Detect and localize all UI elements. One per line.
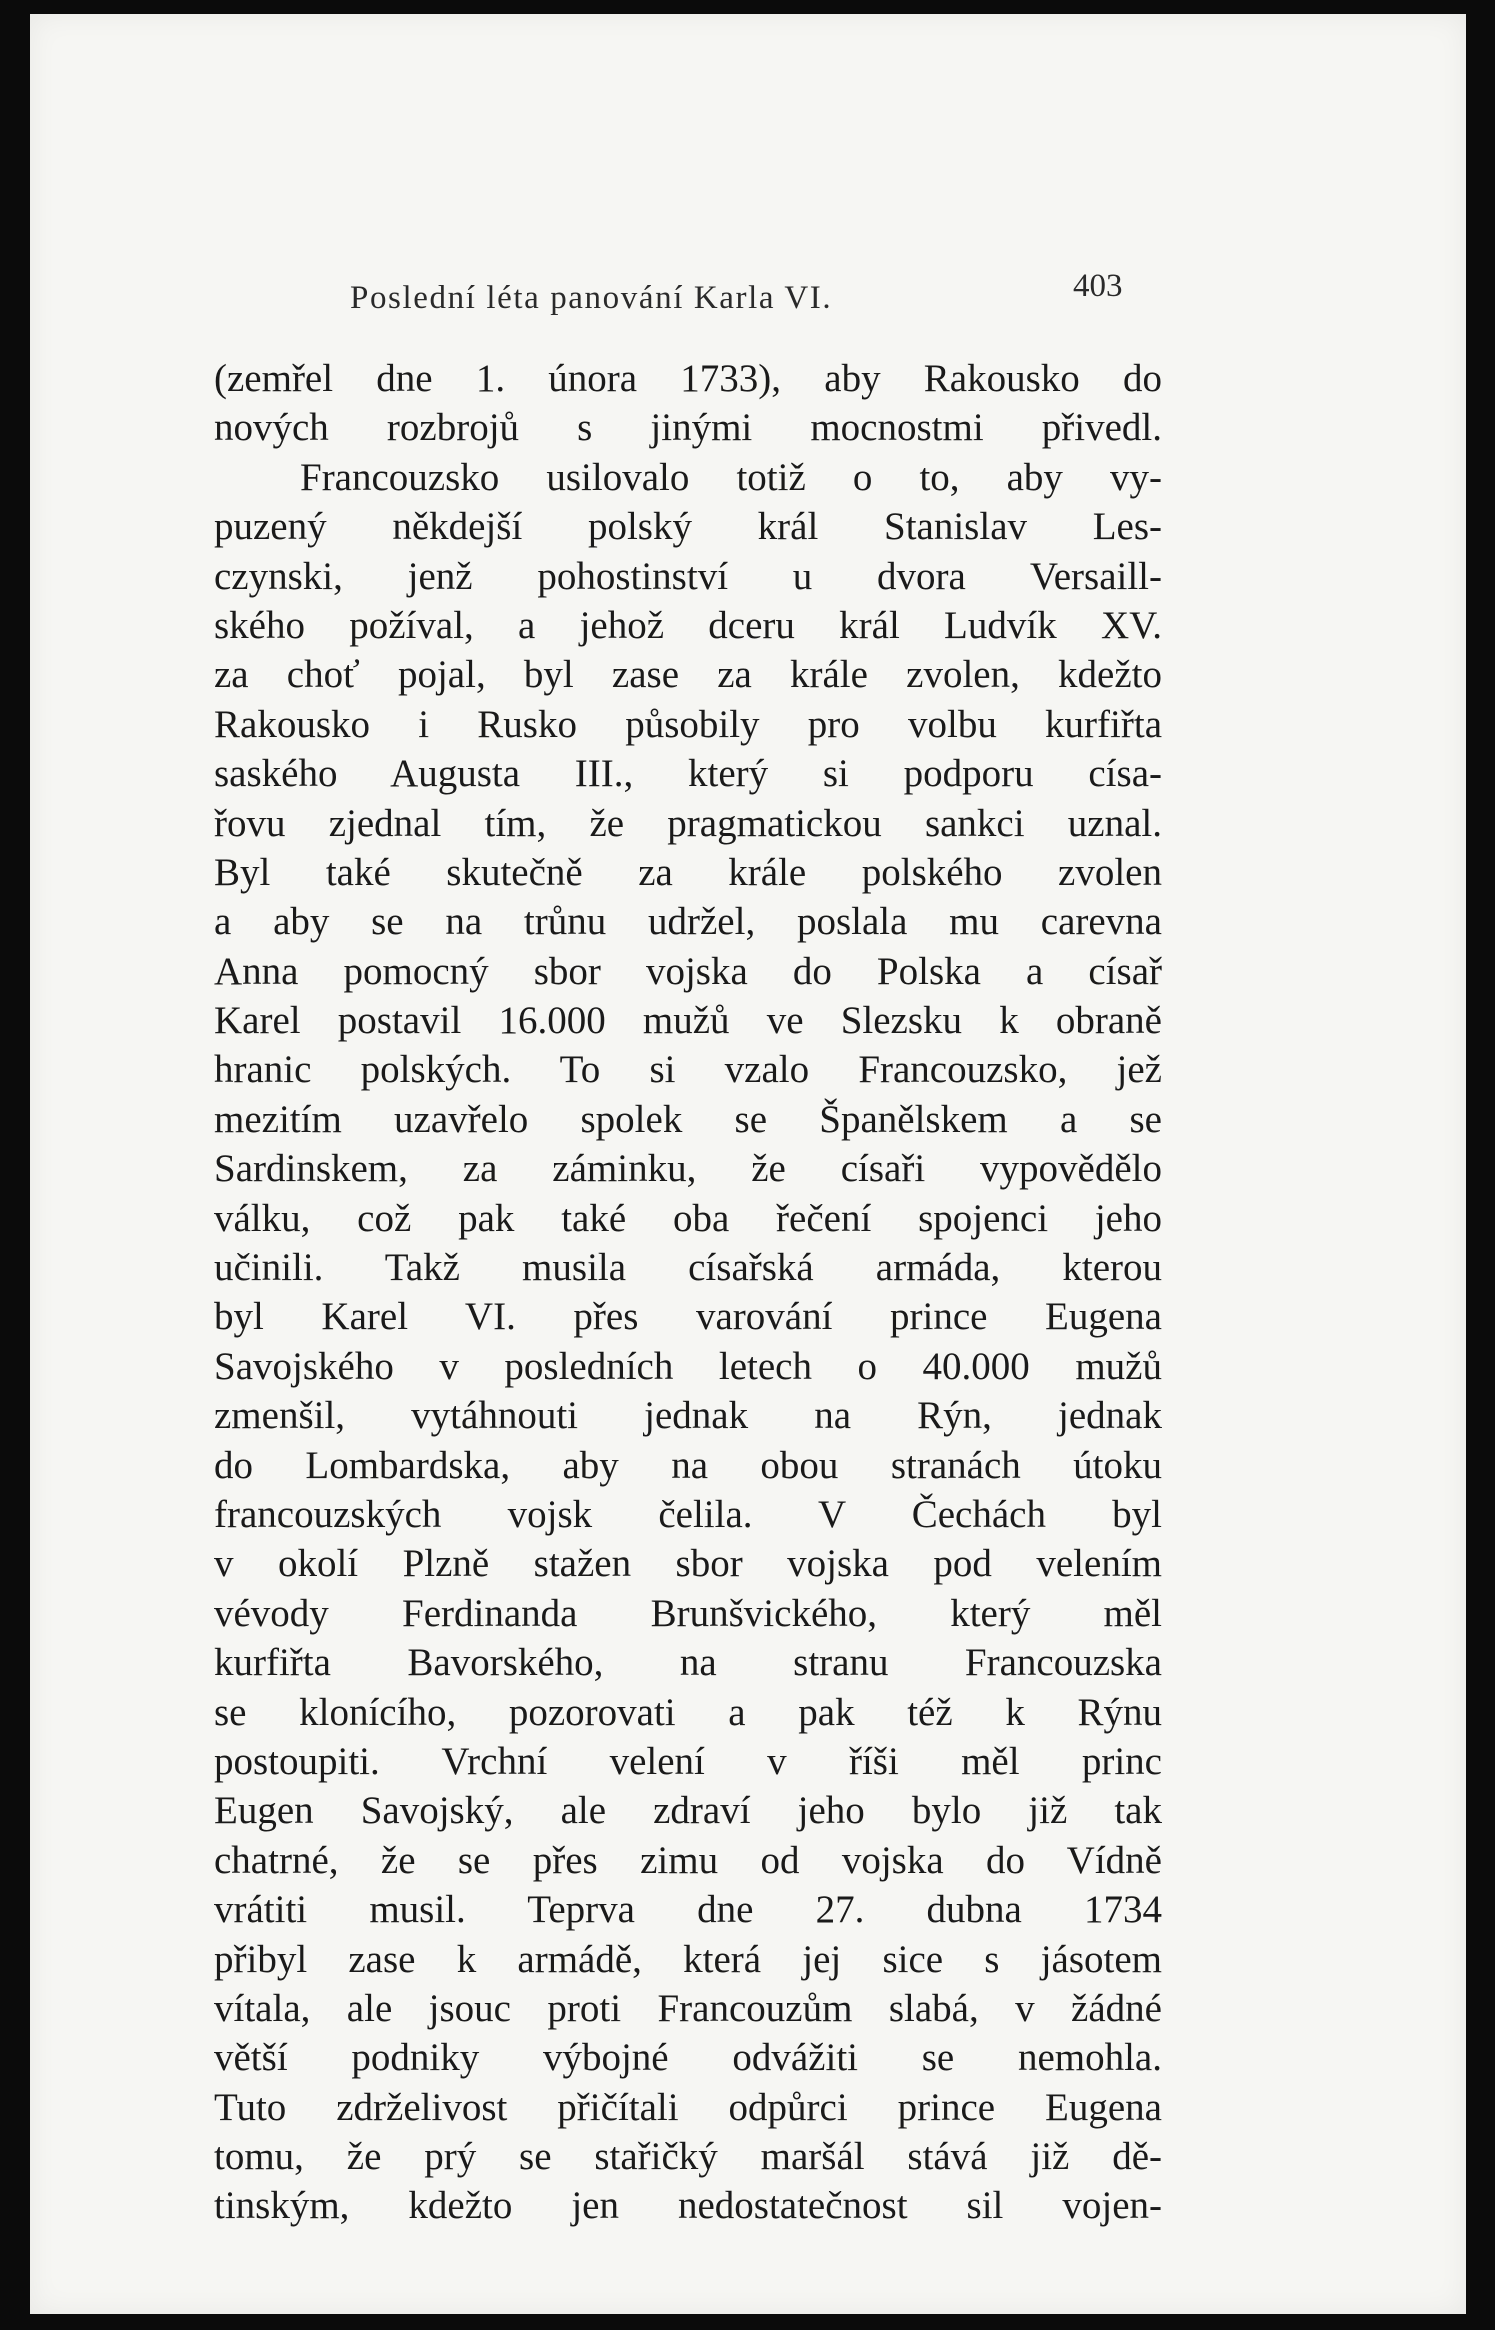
text-line: (zemřel dne 1. února 1733), aby Rakousko do [214,357,1162,400]
text-line: kurfiřta Bavorského, na stranu Francouzska [214,1641,1162,1685]
text-line: Anna pomocný sbor vojska do Polska a císař [214,949,1162,993]
text-line: Byl také skutečně za krále polského zvolen [214,850,1162,894]
text-line: tinským, kdežto jen nedostatečnost sil vojen- [214,2184,1162,2228]
text-line: větší podniky výbojné odvážiti se nemohla. [214,2036,1162,2080]
body-text [214,354,1162,2231]
text-line: tomu, že prý se stařičký maršál stává již dě- [214,2135,1162,2179]
text-line: řovu zjednal tím, že pragmatickou sankci uznal. [214,801,1162,845]
text-line: učinili. Takž musila císařská armáda, kterou [214,1246,1162,1290]
text-line: zmenšil, vytáhnouti jednak na Rýn, jednak [214,1394,1162,1438]
text-line: chatrné, že se přes zimu od vojska do Vídně [214,1838,1162,1882]
text-line: válku, což pak také oba řečení spojenci jeho [214,1196,1162,1240]
text-line: nových rozbrojů s jinými mocnostmi přivedl. [214,406,1162,450]
book-page [30,14,1466,2314]
text-line: vítala, ale jsouc proti Francouzům slabá, v žádné [214,1986,1162,2030]
text-line: do Lombardska, aby na obou stranách útoku [214,1443,1162,1487]
text-line: a aby se na trůnu udržel, poslala mu carevna [214,900,1162,944]
text-line: mezitím uzavřelo spolek se Španělskem a se [214,1097,1162,1141]
text-line: Rakousko i Rusko působily pro volbu kurfiřta [214,702,1162,746]
text-line: saského Augusta III., který si podporu císa- [214,752,1162,796]
text-line: za choť pojal, byl zase za krále zvolen, kdežto [214,653,1162,697]
text-line: se klonícího, pozorovati a pak též k Rýnu [214,1690,1162,1734]
text-line: Karel postavil 16.000 mužů ve Slezsku k obraně [214,999,1162,1043]
text-line: byl Karel VI. přes varování prince Eugena [214,1295,1162,1339]
text-line: přibyl zase k armádě, která jej sice s jásotem [214,1937,1162,1981]
text-line: hranic polských. To si vzalo Francouzsko, jež [214,1048,1162,1092]
text-line: Eugen Savojský, ale zdraví jeho bylo již tak [214,1789,1162,1833]
text-line: francouzských vojsk čelila. V Čechách byl [214,1492,1162,1536]
running-title: Poslední léta panování Karla VI. [350,280,833,316]
text-line: v okolí Plzně stažen sbor vojska pod velením [214,1542,1162,1586]
page-number: 403 [1073,268,1123,304]
text-line: Sardinskem, za záminku, že císaři vypovědělo [214,1147,1162,1191]
running-head [30,260,1466,320]
text-line: Savojského v posledních letech o 40.000 mužů [214,1344,1162,1388]
text-line: ského požíval, a jehož dceru král Ludvík XV. [214,603,1162,647]
text-line: Francouzsko usilovalo totiž o to, aby vy- [300,455,1162,499]
text-line: Tuto zdrželivost přičítali odpůrci prince Eugena [214,2085,1162,2129]
text-line: postoupiti. Vrchní velení v říši měl princ [214,1739,1162,1783]
text-line: puzený někdejší polský král Stanislav Les- [214,505,1162,549]
text-line: vévody Ferdinanda Brunšvického, který měl [214,1591,1162,1635]
text-line: czynski, jenž pohostinství u dvora Versaill- [214,554,1162,598]
text-line: vrátiti musil. Teprva dne 27. dubna 1734 [214,1888,1162,1932]
